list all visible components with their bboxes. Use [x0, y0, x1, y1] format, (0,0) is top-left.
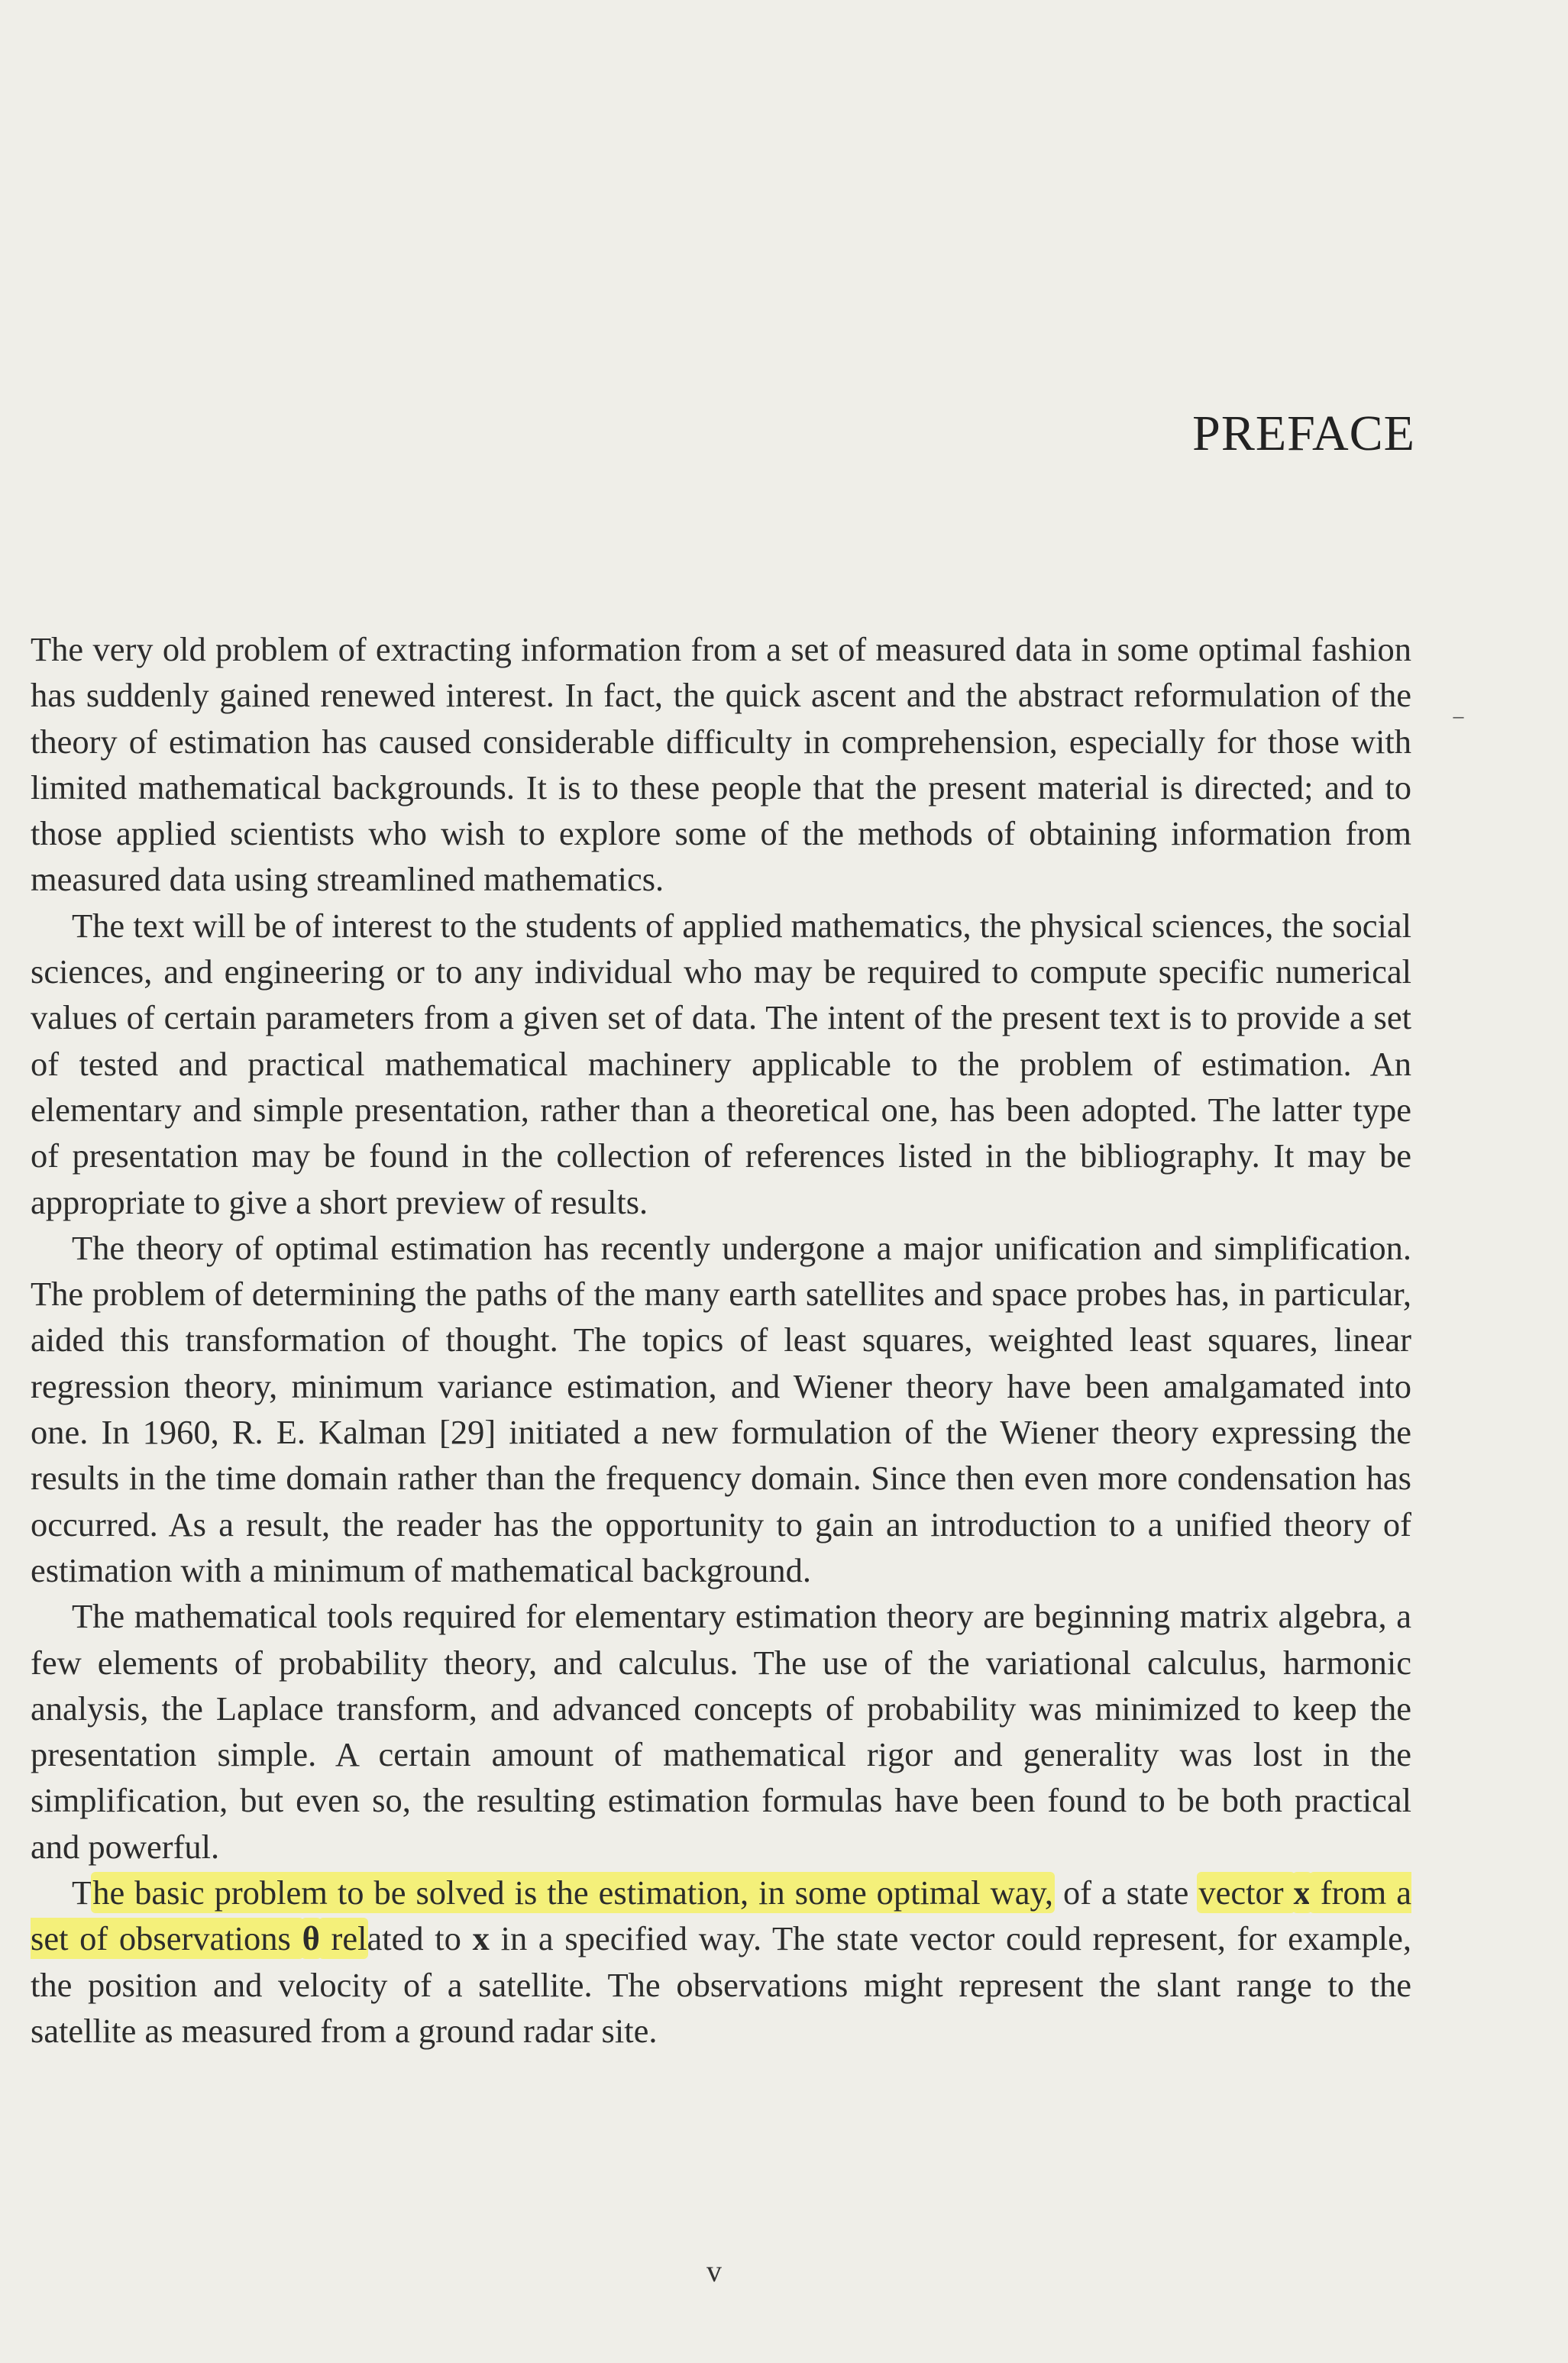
text-run: T: [72, 1873, 93, 1912]
paragraph-4: The mathematical tools required for elementary estimation theory are beginning matrix algebra, a few elements of probability theory, and calculus. The use of the variational calculus, harmonic analysis, the Laplace transform, and advanced concepts of probability was minimized to keep the presentation simple. A certain amount of mathematical rigor and generality was lost in the simplification, but even so, the resulting estimation formulas have been found to be both practical and powerful.: [31, 1597, 1411, 1866]
paragraph-3: The theory of optimal estimation has recently undergone a major unification and simplification. The problem of determining the paths of the many earth satellites and space probes has, in particular, aided this transformation of thought. The topics of least squares, weighted least squares, linear regression theory, minimum variance estimation, and Wiener theory have been amalgamated into one. In 1960, R. E. Kalman [29] initiated a new formulation of the Wiener theory expressing the results in the time domain rather than the frequency domain. Since then even more condensation has occurred. As a result, the reader has the opportunity to gain an introduction to a unified theory of estimation with a minimum of mathematical background.: [31, 1228, 1411, 1589]
highlighted-text: he basic problem to be solved is the estimation, in some optimal way,: [92, 1873, 1054, 1912]
page-number: v: [706, 2254, 722, 2288]
margin-pencil-mark: ⁻: [1451, 707, 1466, 738]
chapter-title: PREFACE: [1192, 406, 1415, 461]
text-run: in a specified way. The state vector could represent, for example, the position and velocity of a satellite. The observations might represent the slant range to the satellite as measured from a ground radar site.: [31, 1919, 1411, 2050]
text-run: of a state: [1053, 1873, 1199, 1912]
paragraph-1: The very old problem of extracting information from a set of measured data in some optimal fashion has suddenly gained renewed interest. In fact, the quick ascent and the abstract reformulation of the theory of estimation has caused considerable difficulty in comprehension, especially for those with limited mathematical backgrounds. It is to these people that the present material is directed; and to those applied scientists who wish to explore some of the methods of obtaining information from measured data using streamlined mathematics.: [31, 630, 1411, 899]
observation-symbol-theta: θ: [302, 1919, 320, 1958]
vector-symbol-x: x: [1293, 1873, 1311, 1912]
paragraph-2: The text will be of interest to the students of applied mathematics, the physical sciences, the social sciences, and engineering or to any individual who may be required to compute specific numerical values of certain parameters from a given set of data. The intent of the present text is to provide a set of tested and practical mathematical machinery applicable to the problem of estimation. An elementary and simple presentation, rather than a theoretical one, has been adopted. The latter type of presentation may be found in the collection of references listed in the bibliography. It may be appropriate to give a short preview of results.: [31, 906, 1411, 1221]
highlighted-text: from a set of observations: [31, 1873, 1412, 1958]
highlighted-text: vector: [1198, 1873, 1294, 1912]
highlighted-text: rel: [319, 1919, 367, 1958]
text-run: ated to: [367, 1919, 473, 1958]
vector-symbol-x: x: [472, 1919, 490, 1958]
paragraph-5: [31, 1870, 1411, 2054]
preface-body: [31, 626, 1411, 2054]
